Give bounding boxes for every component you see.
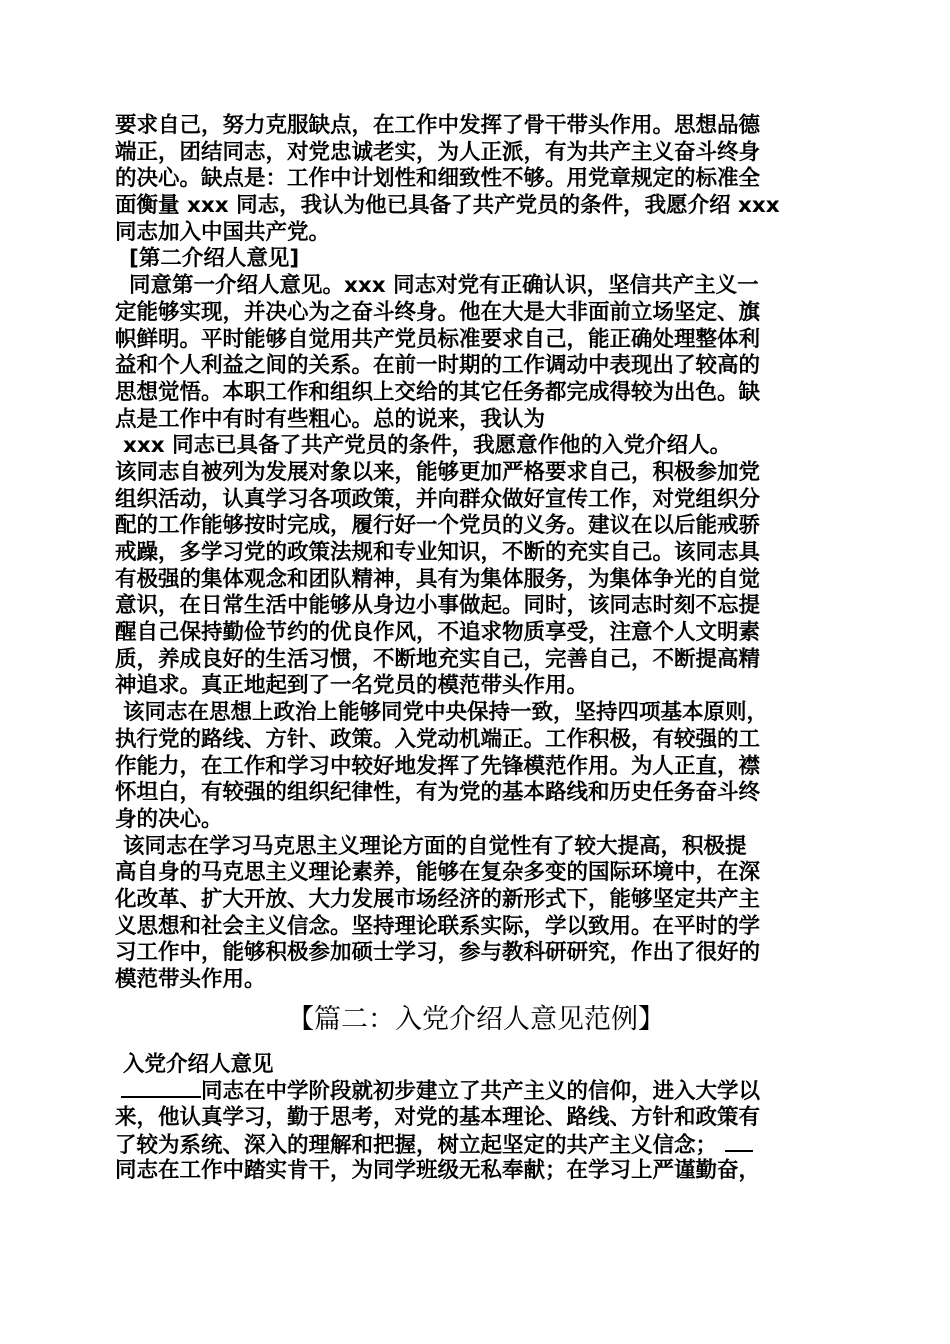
- text-line: 的决心。缺点是：工作中计划性和细致性不够。用党章规定的标准全: [115, 166, 761, 192]
- text-line: 益和个人利益之间的关系。在前一时期的工作调动中表现出了较高的: [115, 353, 761, 379]
- document-page: [115, 113, 837, 1185]
- text-line: [115, 1132, 837, 1159]
- text-line: xxx 同志已具备了共产党员的条件，我愿意作他的入党介绍人。: [123, 433, 732, 459]
- paragraph-political-thought: [115, 700, 837, 833]
- paragraph-section-two: [115, 1078, 837, 1185]
- text-line: 帜鲜明。平时能够自觉用共产党员标准要求自己，能正确处理整体利: [115, 326, 761, 352]
- text-line: 定能够实现，并决心为之奋斗终身。他在大是大非面前立场坚定、旗: [115, 299, 761, 325]
- text-line: 来，他认真学习，勤于思考，对党的基本理论、路线、方针和政策有: [115, 1105, 761, 1131]
- blank-underline: [725, 1132, 753, 1152]
- text-line: 质，养成良好的生活习惯，不断地充实自己，完善自己，不断提高精: [115, 646, 761, 672]
- second-introducer-heading: [第二介绍人意见]: [129, 246, 300, 272]
- text-line: 该同志在学习马克思主义理论方面的自觉性有了较大提高，积极提: [123, 833, 747, 859]
- text-line: 该同志在思想上政治上能够同党中央保持一致，坚持四项基本原则，: [123, 700, 769, 726]
- text-line: 思想觉悟。本职工作和组织上交给的其它任务都完成得较为出色。缺: [115, 379, 761, 405]
- text-line: 同志在工作中踏实肯干，为同学班级无私奉献；在学习上严谨勤奋，: [115, 1158, 761, 1184]
- text-line: 作能力，在工作和学习中较好地发挥了先锋模范作用。为人正直，襟: [115, 753, 761, 779]
- text-line: 神追求。真正地起到了一名党员的模范带头作用。: [115, 673, 589, 699]
- text-line: 配的工作能够按时完成，履行好一个党员的义务。建议在以后能戒骄: [115, 513, 761, 539]
- text-line: 要求自己，努力克服缺点，在工作中发挥了骨干带头作用。思想品德: [115, 113, 761, 138]
- text-fragment: 同志在中学阶段就初步建立了共产主义的信仰，进入大学以: [201, 1079, 761, 1105]
- paragraph-development-object: [115, 460, 837, 700]
- text-line: 面衡量 xxx 同志，我认为他已具备了共产党员的条件，我愿介绍 xxx: [115, 193, 780, 219]
- section-two-heading: 入党介绍人意见: [123, 1051, 274, 1077]
- text-line: 组织活动，认真学习各项政策，并向群众做好宣传工作，对党组织分: [115, 486, 761, 512]
- text-fragment: 了较为系统、深入的理解和把握，树立起坚定的共产主义信念；: [115, 1132, 718, 1158]
- text-line: 模范带头作用。: [115, 967, 266, 992]
- paragraph-second-introducer: [115, 273, 837, 460]
- text-line: 身的决心。: [115, 806, 223, 832]
- text-line: 意识，在日常生活中能够从身边小事做起。同时，该同志时刻不忘提: [115, 593, 761, 619]
- paragraph-first-introducer-end: [115, 113, 837, 246]
- paragraph-theory-study: [115, 834, 837, 994]
- text-line: 同意第一介绍人意见。xxx 同志对党有正确认识，坚信共产主义一: [129, 273, 759, 299]
- text-line: 习工作中，能够积极参加硕士学习，参与教科研研究，作出了很好的: [115, 940, 761, 966]
- text-line: 端正，团结同志，对党忠诚老实，为人正派，有为共产主义奋斗终身: [115, 139, 761, 165]
- text-line: [115, 1078, 837, 1105]
- text-line: 有极强的集体观念和团队精神，具有为集体服务，为集体争光的自觉: [115, 566, 761, 592]
- text-line: 化改革、扩大开放、大力发展市场经济的新形式下，能够坚定共产主: [115, 886, 761, 912]
- text-line: 怀坦白，有较强的组织纪律性，有为党的基本路线和历史任务奋斗终: [115, 780, 761, 806]
- text-line: 义思想和社会主义信念。坚持理论联系实际，学以致用。在平时的学: [115, 913, 761, 939]
- text-line: 醒自己保持勤俭节约的优良作风，不追求物质享受，注意个人文明素: [115, 620, 761, 646]
- text-line: 执行党的路线、方针、政策。入党动机端正。工作积极，有较强的工: [115, 726, 761, 752]
- blank-underline: [121, 1078, 201, 1098]
- section-two-title: 【篇二：入党介绍人意见范例】: [287, 1003, 665, 1035]
- text-line: 该同志自被列为发展对象以来，能够更加严格要求自己，积极参加党: [115, 459, 761, 485]
- text-line: 点是工作中有时有些粗心。总的说来，我认为: [115, 406, 546, 432]
- text-line: 高自身的马克思主义理论素养，能够在复杂多变的国际环境中，在深: [115, 860, 761, 886]
- text-line: 戒躁，多学习党的政策法规和专业知识，不断的充实自己。该同志具: [115, 540, 761, 565]
- text-line: 同志加入中国共产党。: [115, 219, 331, 245]
